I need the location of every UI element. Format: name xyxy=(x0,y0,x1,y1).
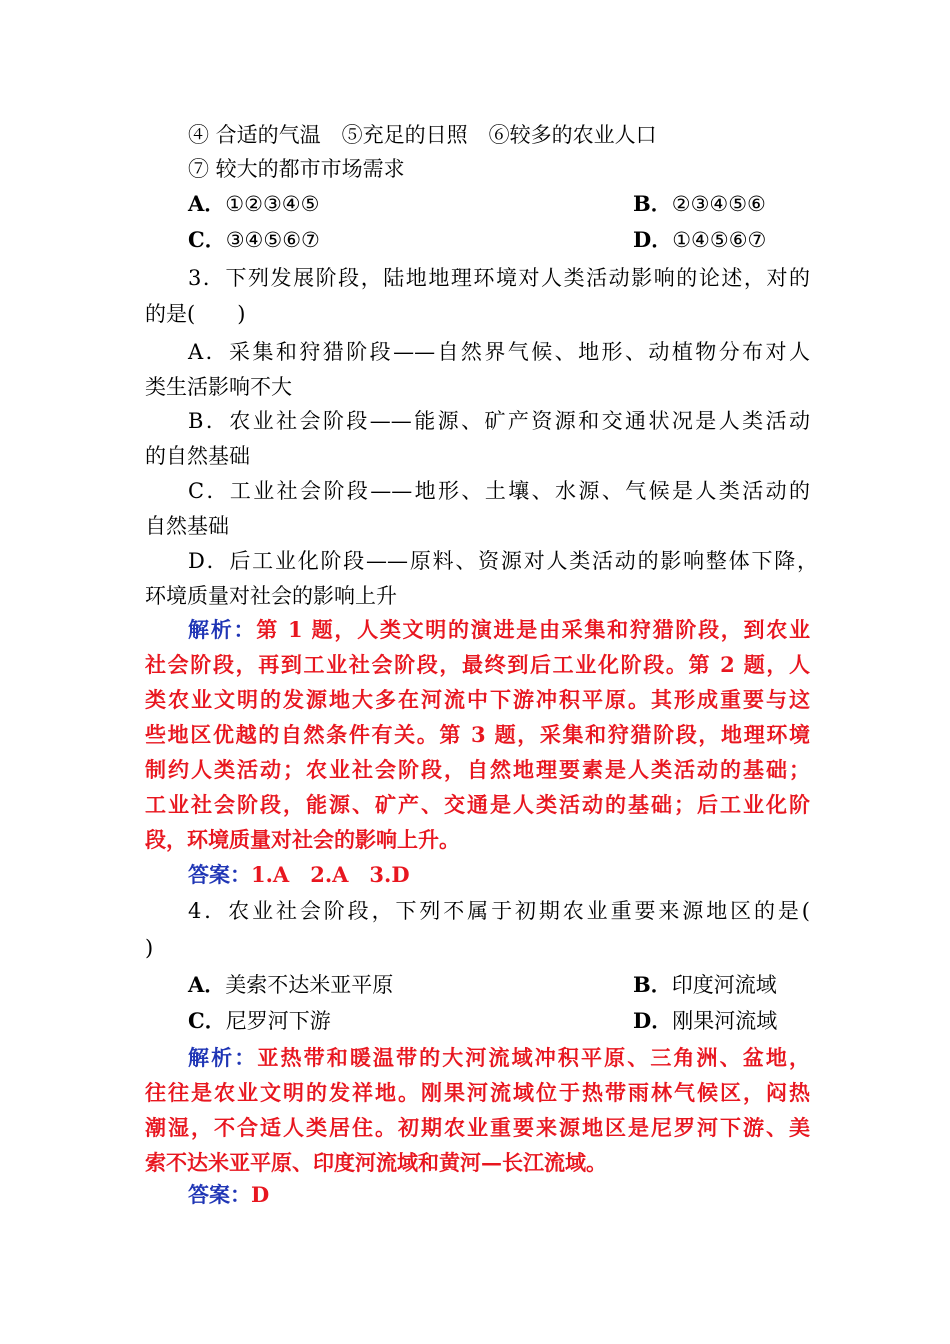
analysis-1-line-6: 工业社会阶段，能源、矿产、交通是人类活动的基础；后工业化阶 xyxy=(145,792,810,817)
q4-option-c-text: 尼罗河下游 xyxy=(225,1009,331,1033)
analysis-2-line-2: 往往是农业文明的发祥地。刚果河流域位于热带雨林气候区，闷热 xyxy=(145,1080,810,1105)
analysis-2-line-4: 索不达米亚平原、印度河流域和黄河—长江流域。 xyxy=(145,1150,607,1175)
analysis-1-line-3: 类农业文明的发源地大多在河流中下游冲积平原。其形成重要与这 xyxy=(145,687,810,712)
q4-option-a-text: 美索不达米亚平原 xyxy=(225,973,394,997)
q3-option-b-line-2: 的自然基础 xyxy=(145,444,250,468)
analysis-2-label: 解析： xyxy=(188,1045,258,1070)
analysis-1-line-2: 社会阶段，再到工业社会阶段，最终到后工业化阶段。第 2 题，人 xyxy=(145,652,810,677)
q2-option-c-text: ③④⑤⑥⑦ xyxy=(225,228,320,252)
q3-stem-line-2: 的是( ) xyxy=(145,302,246,326)
q2-option-a-letter: A． xyxy=(188,191,226,216)
q4-option-d xyxy=(633,1004,777,1038)
q3-option-c-line-1: C．工业社会阶段——地形、土壤、水源、气候是人类活动的 xyxy=(188,479,810,503)
q2-option-d-text: ①④⑤⑥⑦ xyxy=(672,228,767,252)
q2-options-row-2 xyxy=(188,223,853,257)
q4-options-row-1 xyxy=(188,968,853,1002)
q2-option-b-letter: B． xyxy=(633,191,672,216)
q2-items-line-2: ⑦ 较大的都市市场需求 xyxy=(188,157,405,181)
q2-items-line-1: ④ 合适的气温 ⑤充足的日照 ⑥较多的农业人口 xyxy=(188,123,657,147)
q4-option-b xyxy=(633,968,777,1002)
answer-1 xyxy=(188,858,853,892)
answer-2-label: 答案： xyxy=(188,1182,251,1207)
answer-2 xyxy=(188,1178,853,1212)
analysis-1-line-7: 段，环境质量对社会的影响上升。 xyxy=(145,827,460,852)
q4-option-b-letter: B． xyxy=(633,972,672,997)
q2-option-c-letter: C． xyxy=(188,227,226,252)
analysis-1-line-5: 制约人类活动；农业社会阶段，自然地理要素是人类活动的基础； xyxy=(145,757,810,782)
q3-option-c-line-2: 自然基础 xyxy=(145,514,229,538)
q4-options-row-2 xyxy=(188,1004,853,1038)
q3-option-a-line-1: A．采集和狩猎阶段——自然界气候、地形、动植物分布对人 xyxy=(188,340,810,364)
analysis-1-line-4: 些地区优越的自然条件有关。第 3 题，采集和狩猎阶段，地理环境 xyxy=(145,722,810,747)
q2-option-d xyxy=(633,223,766,257)
answer-2-text: D xyxy=(251,1182,270,1207)
q2-option-a-text: ①②③④⑤ xyxy=(225,192,320,216)
analysis-1-label: 解析： xyxy=(188,617,257,642)
q4-stem-line-2: ) xyxy=(145,936,154,960)
q3-option-b-line-1: B．农业社会阶段——能源、矿产资源和交通状况是人类活动 xyxy=(188,409,810,433)
q2-option-b-text: ②③④⑤⑥ xyxy=(671,192,766,216)
q2-option-b xyxy=(633,187,766,221)
q2-option-d-letter: D． xyxy=(633,227,673,252)
q4-option-a-letter: A． xyxy=(188,972,226,997)
q4-option-d-letter: D． xyxy=(633,1008,673,1033)
q3-stem-line-1: 3．下列发展阶段，陆地地理环境对人类活动影响的论述，对的 xyxy=(188,266,810,290)
answer-1-text: 1.A 2.A 3.D xyxy=(251,862,410,887)
q4-option-c-letter: C． xyxy=(188,1008,226,1033)
q4-option-d-text: 刚果河流域 xyxy=(672,1009,778,1033)
analysis-2-text-1: 亚热带和暖温带的大河流域冲积平原、三角洲、盆地， xyxy=(257,1045,811,1070)
analysis-2-line-3: 潮湿，不合适人类居住。初期农业重要来源地区是尼罗河下游、美 xyxy=(145,1115,810,1140)
q3-option-a-line-2: 类生活影响不大 xyxy=(145,375,292,399)
answer-1-label: 答案： xyxy=(188,862,251,887)
q3-option-d-line-1: D．后工业化阶段——原料、资源对人类活动的影响整体下降， xyxy=(188,549,818,573)
analysis-1-line-1 xyxy=(188,613,810,647)
q4-option-b-text: 印度河流域 xyxy=(671,973,777,997)
q3-option-d-line-2: 环境质量对社会的影响上升 xyxy=(145,584,397,608)
q4-stem-line-1: 4．农业社会阶段，下列不属于初期农业重要来源地区的是( xyxy=(188,899,810,923)
analysis-1-text-1: 第 1 题，人类文明的演进是由采集和狩猎阶段，到农业 xyxy=(256,617,811,642)
q2-options-row-1 xyxy=(188,187,853,221)
analysis-2-line-1 xyxy=(188,1041,810,1075)
